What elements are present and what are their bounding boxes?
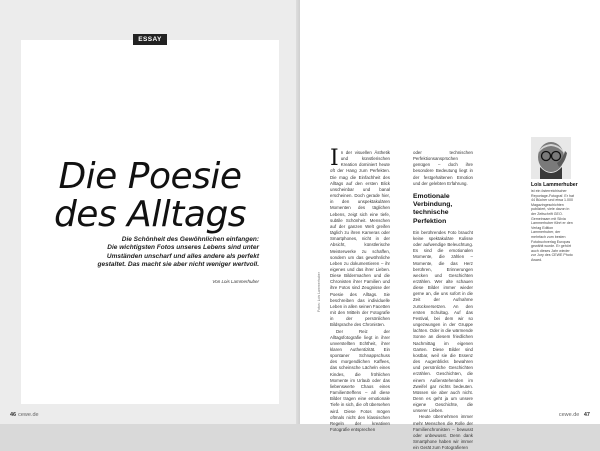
byline: Von Lois Lammerhuber: [212, 279, 259, 284]
title-line-1: Die Poesie: [58, 156, 242, 197]
right-folio: [559, 412, 590, 418]
right-page-number: 47: [583, 412, 590, 418]
left-page-number: 46: [10, 412, 17, 418]
col2-paragraph-1: oder technischen Perfektionsansprüchen genügen – doch ihre besondere Bedeutung liegt in der festgehaltenen Emotion und der gelebten Erfahrung.: [413, 150, 473, 186]
lead-line-3: Umständen unscharf und alles andere als perfekt: [106, 252, 259, 260]
left-page: [0, 0, 300, 424]
col1-paragraph-1: [330, 146, 390, 329]
title-line-2: des Alltags: [53, 194, 247, 235]
left-folio-site: cewe.de: [18, 412, 39, 418]
col2-paragraph-3: Heute übernehmen immer mehr Menschen die Rolle der Familienchronisten – bewusst oder unbewusst. Denn dank Smartphone haben wir immer ein Gerät zum Fotografieren: [413, 414, 473, 451]
right-folio-site: cewe.de: [558, 412, 580, 418]
author-portrait: [531, 137, 571, 179]
essay-tag: ESSAY: [133, 34, 167, 45]
lead-line-2: Die wichtigsten Fotos unseres Lebens sind unter: [107, 244, 259, 252]
col2-paragraph-2: Ein berührendes Foto braucht keine spektakuläre Kulisse oder aufwendige Beleuchtung. Es sind die emotionalen Momente, die zählen – Momente, die das Herz berühren, Erinnerungen wecken und Geschichten erzählen. Wer alte schauen diese Bilder immer wieder gerne an, die uns sofort in die Zeit der Aufnahme zurückversetzen. An den ersten Schultag. Auf das Festival, bei dem wir so ungezwungen in der Gruppe lachten. Oder in die wärmende Sonne an diesem friedlichen Nachmittag im eigenen Garten. Diese Bilder sind kostbar, weil sie die Essenz des Augenblicks bewahren und persönliche Geschichten erzählen. Geschichten, die einem Außenstehenden im Zweifel gar nichts bedeuten. Müssen sie aber auch nicht. Denn es geht ja um unsere eigene Geschichte, die unserer Lieben.: [413, 229, 473, 414]
text-column-1: [330, 146, 390, 433]
drop-cap: I: [330, 146, 339, 171]
col1-p1-text: n der visuellen Ästhetik und künstlerischen Kreation dominiert heute oft der Hang zum Perfekten. Die mag die Einfachheit des Alltags auf den ersten Blick unscheinbar und banal erscheinen. Doch gerade hier, in den unspektakulären Momenten des täglichen Lebens, zeigt sich eine tiefe, subtile Schönheit. Menschen auf der ganzen Welt greifen täglich zu ihren Kameras oder Smartphones, nicht in der Absicht, künstlerische Meisterwerke zu schaffen, sondern um das gewöhnliche Leben zu dokumentieren – ihr eigenes und das ihrer Lieben. Diese Bildermachen und die Chronisten ihrer Familien und ihre Fotos sind Zeugnisse der Poesie des Alltags. Sie beschreiben das individuelle Leben in allen seinen Facetten mit den Mitteln der Fotografie in der persönlichen Bildsprache des Chronisten.: [330, 150, 390, 328]
author-bio: ist ein österreichischer Reportage-Fotograf. Er hat 44 Bücher und etwa 1.000 Magazingeschichten publiziert, viele davon in der Zeitschrift GEO. Gemeinsam mit Silvia Lammerhuber führt er den Verlag Edition Lammerhuber, der mehrfach zum besten Fotobuchverlag Europas gewählt wurde. Er gehört auch dieses Jahr wieder zur Jury des CEWE Photo Award.: [531, 189, 574, 262]
lead-paragraph: [41, 236, 259, 269]
portrait-image: [531, 137, 571, 179]
right-page: [300, 0, 600, 451]
photo-credit: Fotos: Lois Lammerhuber: [317, 272, 321, 312]
author-name: Lois Lammerhuber: [531, 182, 578, 188]
text-column-2: [413, 150, 473, 451]
lead-line-1: Die Schönheit des Gewöhnlichen einfangen:: [121, 236, 259, 243]
lead-line-4: gestaltet. Das macht sie aber nicht weniger wertvoll.: [97, 260, 259, 268]
col1-paragraph-2: Der Reiz der Alltagsfotografie liegt in ihrer unverstellten Echtheit, ihrer klaren Authentizität. Ein spontaner Schnappschuss des morgendlichen Kaffees, das scheinsche Lächeln eines Kindes, die fröhlichen Momente im Urlaub oder das liebenswerte Chaos eines Familientreffens – all diese Bilder tragen eine emotionale Tiefe in sich, die oft übersehen wird. Diese Fotos mögen oftmals nicht den klassischen Regeln der kreativen Fotografie entsprechen: [330, 328, 390, 433]
left-folio: [10, 412, 39, 418]
article-title: [21, 158, 279, 234]
section-subhead: Emotionale Verbindung, technische Perfektion: [413, 192, 453, 225]
title-panel: [21, 40, 279, 404]
